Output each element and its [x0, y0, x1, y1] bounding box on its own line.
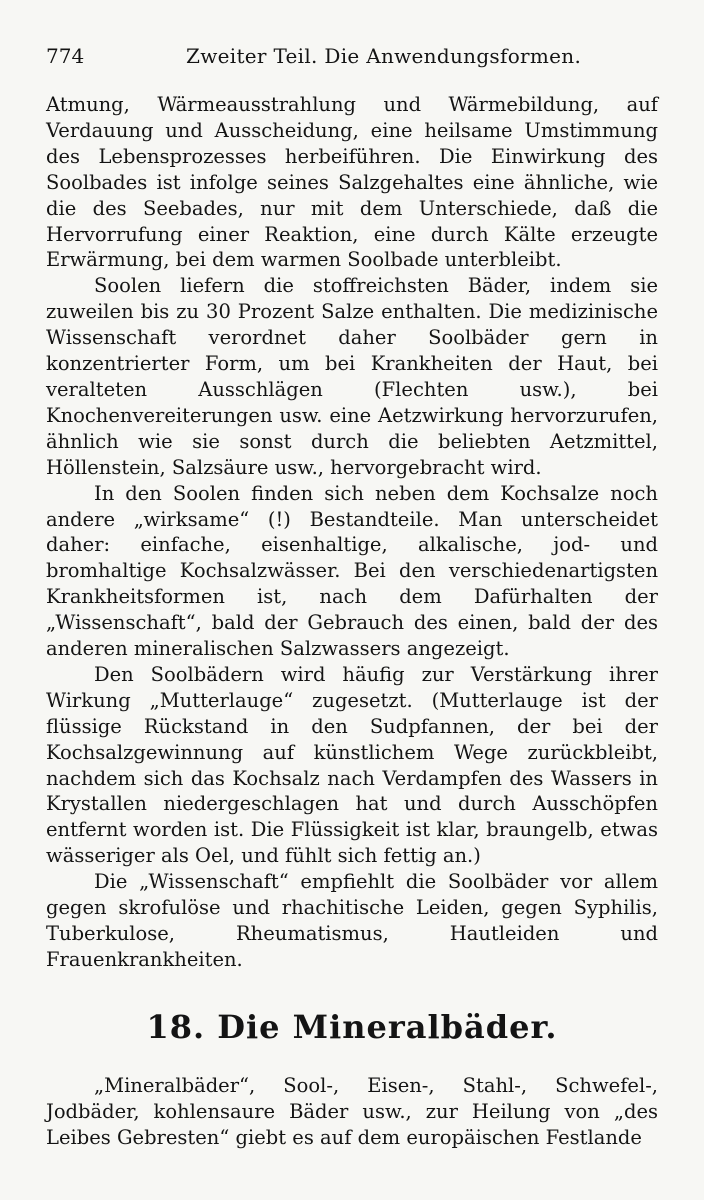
page-number: 774 [46, 44, 85, 68]
body-text [46, 92, 658, 973]
section-heading: 18. Die Mineralbäder. [146, 1008, 558, 1046]
page-header [46, 44, 658, 74]
paragraph-2: Soolen liefern die stoffreichsten Bäder, indem sie zuweilen bis zu 30 Prozent Salze enthalten. Die medizinische Wissenschaft verordnet daher Soolbäder gern in konzentrierter Form, um bei Krankheiten der Haut, bei veralteten Ausschlägen (Flechten usw.), bei Knochenvereiterungen usw. eine Aetzwirkung hervorzurufen, ähnlich wie sie sonst durch die beliebten Aetzmittel, Höllenstein, Salzsäure usw., hervorgebracht wird. [46, 274, 658, 479]
section-paragraph-1: „Mineralbäder“, Sool-, Eisen-, Stahl-, Schwefel-, Jodbäder, kohlensaure Bäder usw., zur Heilung von „des Leibes Gebresten“ giebt es auf dem europäischen Festlande [46, 1074, 658, 1149]
paragraph-1: Atmung, Wärmeausstrahlung und Wärmebildung, auf Verdauung und Ausscheidung, eine heilsame Umstimmung des Lebensprozesses herbeiführen. Die Einwirkung des Soolbades ist infolge seines Salzgehaltes eine ähnliche, wie die des Seebades, nur mit dem Unterschiede, daß die Hervorrufung einer Reaktion, eine durch Kälte erzeugte Erwärmung, bei dem warmen Soolbade unterbleibt. [46, 93, 658, 272]
section-text [46, 1073, 658, 1151]
paragraph-4: Den Soolbädern wird häufig zur Verstärkung ihrer Wirkung „Mutterlauge“ zugesetzt. (Mutterlauge ist der flüssige Rückstand in den Sudpfannen, der bei der Kochsalzgewinnung auf künstlichem Wege zurückbleibt, nachdem sich das Kochsalz nach Verdampfen des Wassers in Krystallen niedergeschlagen hat und durch Ausschöpfen entfernt worden ist. Die Flüssigkeit ist klar, braungelb, etwas wässeriger als Oel, und fühlt sich fettig an.) [46, 662, 658, 868]
paragraph-5: Die „Wissenschaft“ empfiehlt die Soolbäder vor allem gegen skrofulöse und rhachitische Leiden, gegen Syphilis, Tuberkulose, Rheumatismus, Hautleiden und Frauenkrankheiten. [46, 870, 658, 971]
paragraph-3: In den Soolen finden sich neben dem Kochsalze noch andere „wirksame“ (!) Bestandteile. Man unterscheidet daher: einfache, eisenhaltige, alkalische, jod- und bromhaltige Kochsalzwässer. Bei den verschiedenartigsten Krankheitsformen ist, nach dem Dafürhalten der „Wissenschaft“, bald der Gebrauch des einen, bald der des anderen mineralischen Salzwassers angezeigt. [46, 481, 658, 661]
running-head: Zweiter Teil. Die Anwendungsformen. [186, 44, 582, 68]
